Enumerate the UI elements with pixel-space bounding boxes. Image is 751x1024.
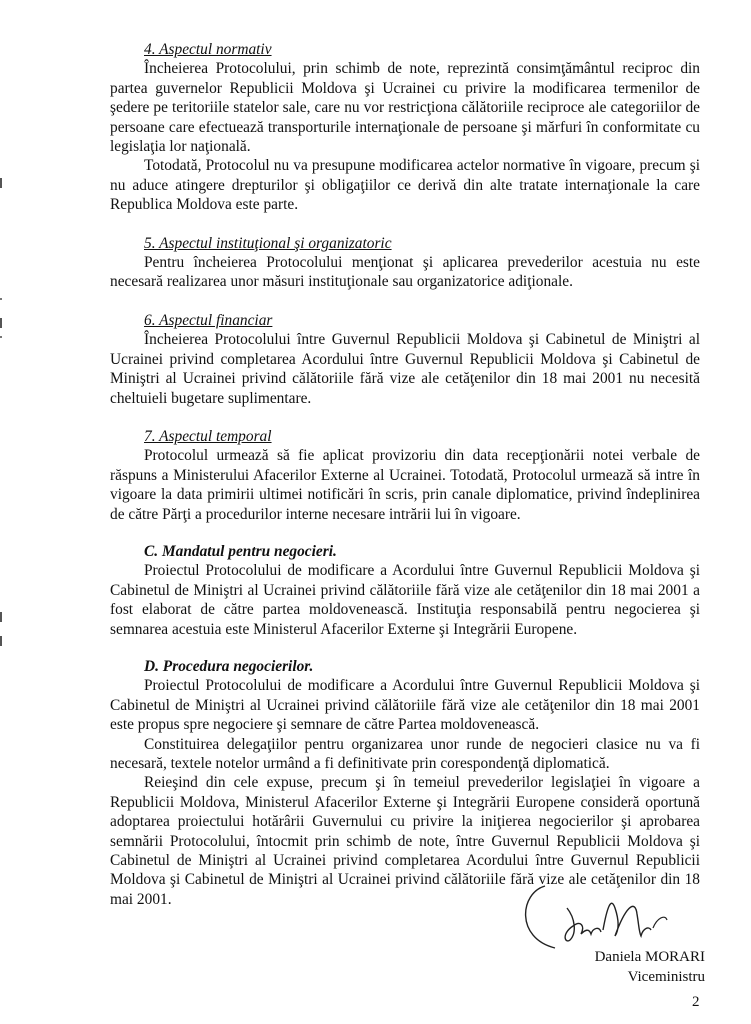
paragraph: Pentru încheierea Protocolului menţionat şi aplicarea prevederilor acestuia nu este necesară realizarea unor măsuri instituţionale sau organizatorice adiţionale.	[110, 254, 700, 291]
signatory-name: Daniela MORARI	[594, 949, 705, 965]
signatory-title: Viceministru	[627, 969, 705, 985]
paragraph: Protocolul urmează să fie aplicat provizoriu din data recepţionării notei verbale de răspuns a Ministerului Afacerilor Externe al Ucrainei. Totodată, Protocolul urmează să intre în vigoare la data primirii ultimei notificări în scris, prin canale diplomatice, privind îndeplinirea de către Părţi a procedurilor interne necesare intrării lui în vigoare.	[110, 447, 700, 523]
paragraph: Încheierea Protocolului între Guvernul Republicii Moldova şi Cabinetul de Miniştri al Ucrainei privind completarea Acordului între Guvernul Republicii Moldova şi Cabinetul de Miniştri al Ucrainei privind călătoriile fără vize ale cetăţenilor din 18 mai 2001 nu necesită cheltuieli bugetare suplimentare.	[110, 331, 700, 407]
section-heading: 7. Aspectul temporal	[144, 427, 272, 445]
section-financial	[110, 311, 700, 408]
signature-block	[515, 878, 705, 998]
scan-margin-dot	[0, 298, 2, 300]
page-number: 2	[692, 994, 700, 1010]
paragraph: Încheierea Protocolului, prin schimb de note, reprezintă consimţământul reciproc din partea guvernelor Republicii Moldova şi Ucrainei cu privire la modificarea termenilor de şedere pe teritoriile statelor sale, care nu vor restricţiona călătoriile reciproce ale categoriilor de persoane care efectuează transporturile internaţionale de persoane şi mărfuri în conformitate cu legislaţia lor naţională.	[110, 60, 700, 156]
document-body	[110, 40, 700, 909]
paragraph: Proiectul Protocolului de modificare a Acordului între Guvernul Republicii Moldova şi Cabinetul de Miniştri al Ucrainei privind călătoriile fără vize ale cetăţenilor din 18 mai 2001 a fost elaborat de către partea moldovenească. Instituţia responsabilă pentru negocierea şi semnarea acestuia este Ministerul Afacerilor Externe şi Integrării Europene.	[110, 562, 700, 638]
section-heading: 5. Aspectul instituţional şi organizatoric	[144, 234, 392, 252]
section-heading: D. Procedura negocierilor.	[144, 657, 314, 675]
paragraph: Constituirea delegaţiilor pentru organizarea unor runde de negocieri clasice nu va fi necesară, textele notelor urmând a fi definitivate prin corespondenţă diplomatică.	[110, 735, 700, 772]
scan-margin-mark	[0, 636, 2, 646]
section-normative	[110, 40, 700, 215]
handwritten-signature	[515, 878, 675, 958]
paragraph: Totodată, Protocolul nu va presupune modificarea actelor normative în vigoare, precum şi nu aduce atingere drepturilor şi obligaţiilor ce derivă din alte tratate internaţionale la care Republica Moldova este parte.	[110, 157, 700, 214]
section-heading: C. Mandatul pentru negocieri.	[144, 542, 337, 560]
scan-margin-dot	[0, 336, 2, 338]
paragraph: Reieşind din cele expuse, precum şi în temeiul prevederilor legislaţiei în vigoare a Republicii Moldova, Ministerul Afacerilor Externe şi Integrării Europene consideră oportună adoptarea proiectului hotărârii Guvernului cu privire la iniţierea negocierilor şi aprobarea semnării Protocolului, întocmit prin schimb de note, între Guvernul Republicii Moldova şi Cabinetul de Miniştri al Ucrainei privind completarea Acordului între Guvernul Republicii Moldova şi Cabinetul de Miniştri al Ucrainei privind călătoriile fără vize ale cetăţenilor din 18 mai 2001.	[110, 774, 700, 908]
scan-margin-mark	[0, 318, 2, 328]
section-mandate	[110, 542, 700, 639]
section-heading: 6. Aspectul financiar	[144, 311, 273, 329]
scan-margin-mark	[0, 612, 2, 622]
section-temporal	[110, 427, 700, 524]
paragraph: Proiectul Protocolului de modificare a Acordului între Guvernul Republicii Moldova şi Cabinetul de Miniştri al Ucrainei privind călătoriile fără vize ale cetăţenilor din 18 mai 2001 este propus spre negociere şi semnare de către Partea moldovenească.	[110, 677, 700, 734]
section-procedure	[110, 657, 700, 909]
scan-margin-mark	[0, 178, 2, 188]
section-institutional	[110, 234, 700, 292]
section-heading: 4. Aspectul normativ	[144, 41, 272, 58]
